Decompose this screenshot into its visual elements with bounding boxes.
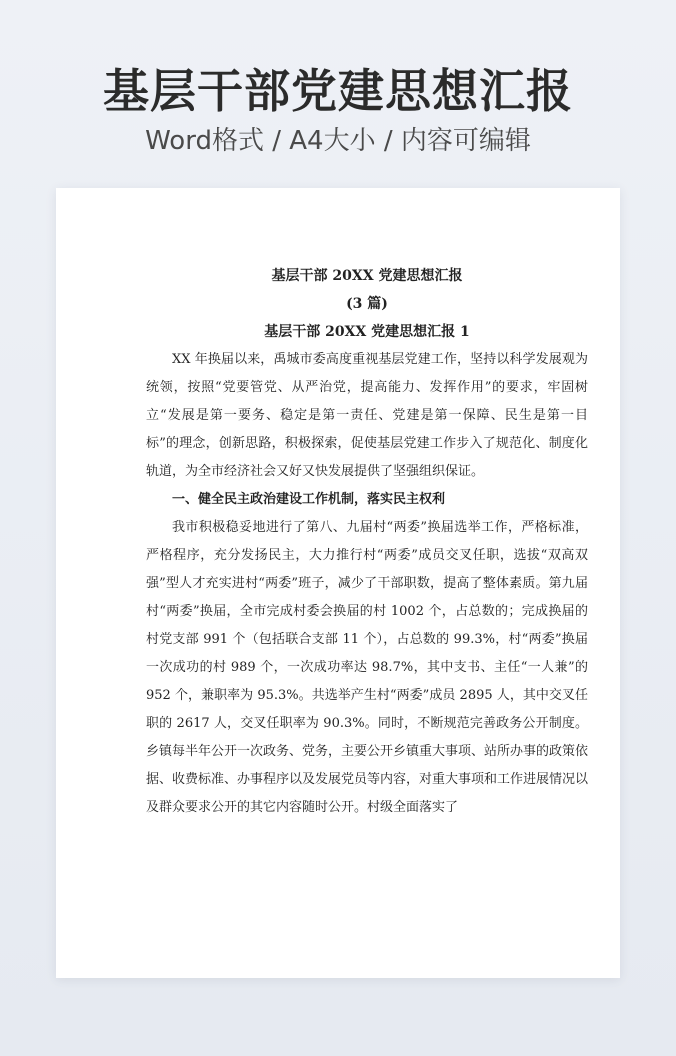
page-title: 基层干部党建思想汇报	[103, 64, 573, 118]
section-title: 基层干部 20XX 党建思想汇报 1	[264, 324, 470, 340]
document-content	[146, 218, 588, 822]
section-heading: 一、健全民主政治建设工作机制，落实民主权利	[172, 492, 446, 507]
page-header	[0, 62, 676, 158]
document-title: 基层干部 20XX 党建思想汇报	[271, 268, 463, 284]
document-count: (3 篇)	[346, 296, 388, 312]
paragraph-intro: XX 年换届以来，禹城市委高度重视基层党建工作，坚持以科学发展观为统领，按照“党要管党、从严治党，提高能力、发挥作用”的要求，牢固树立“发展是第一要务、稳定是第一责任、党建是第一保障、民生是第一目标”的理念，创新思路，积极探索，促使基层党建工作步入了规范化、制度化轨道，为全市经济社会又好又快发展提供了坚强组织保证。	[146, 352, 588, 479]
document-page	[56, 188, 620, 978]
page-subtitle: Word格式 / A4大小 / 内容可编辑	[145, 126, 531, 156]
paragraph-body: 我市积极稳妥地进行了第八、九届村“两委”换届选举工作，严格标准，严格程序，充分发扬民主，大力推行村“两委”成员交叉任职，选拔“双高双强”型人才充实进村“两委”班子，减少了干部职数，提高了整体素质。第九届村“两委”换届，全市完成村委会换届的村 1002 个，占总数的；完成换届的村党支部 991 个（包括联合支部 11 个），占总数的 99.3%，村“两委”换届一次成功的村 989 个，一次成功率达 98.7%，其中支书、主任“一人兼”的 952 个，兼职率为 95.3%。共选举产生村“两委”成员 2895 人，其中交叉任职的 2617 人，交叉任职率为 90.3%。同时，不断规范完善政务公开制度。乡镇每半年公开一次政务、党务，主要公开乡镇重大事项、站所办事的政策依据、收费标准、办事程序以及发展党员等内容，对重大事项和工作进展情况以及群众要求公开的其它内容随时公开。村级全面落实了	[146, 520, 589, 815]
